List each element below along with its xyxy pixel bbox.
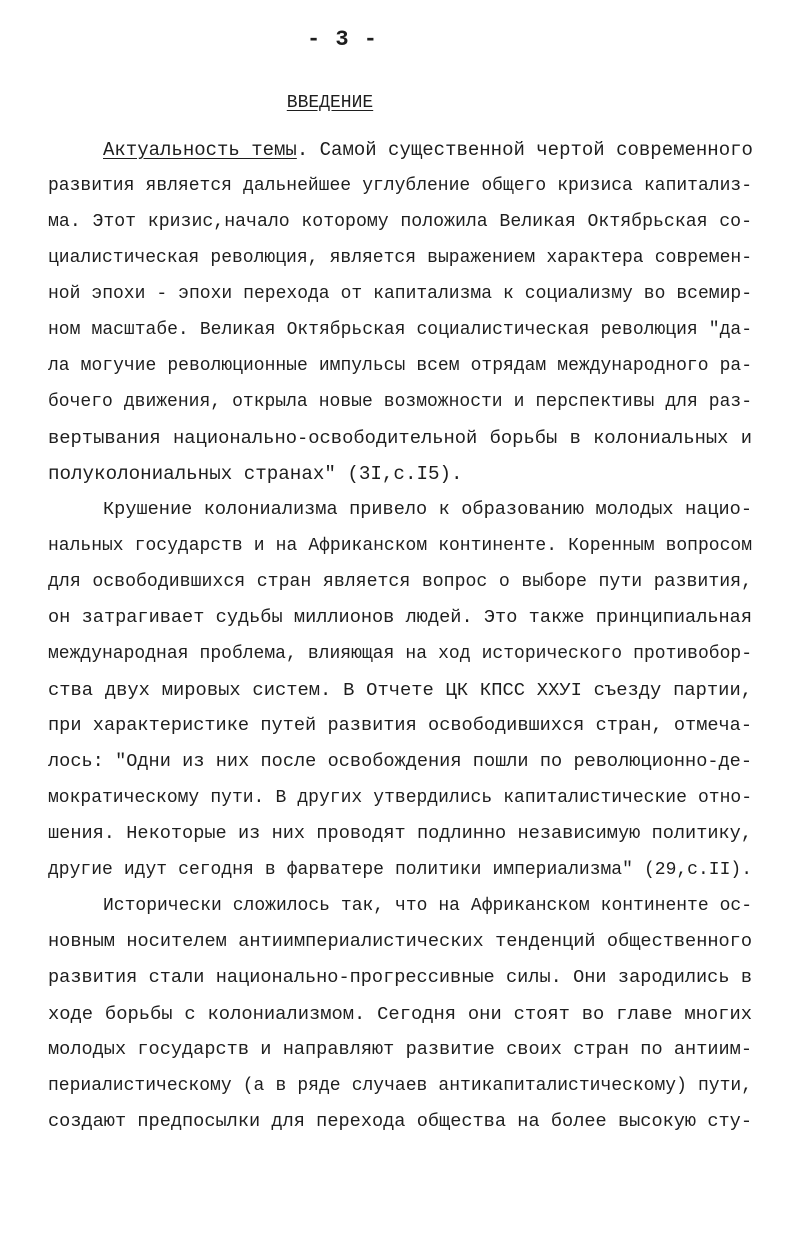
text-line: периалистическому (а в ряде случаев антикапиталистическому) пути, bbox=[48, 1076, 752, 1096]
text-line: Исторически сложилось так, что на Африканском континенте ос- bbox=[103, 896, 752, 916]
text-line: ла могучие революционные импульсы всем отрядам международного ра- bbox=[48, 356, 752, 376]
text-line: полуколониальных странах" (3I,с.I5). bbox=[48, 463, 463, 485]
text-line: ства двух мировых систем. В Отчете ЦК КПСС XXУI съезду партии, bbox=[48, 679, 752, 701]
text-line: вертывания национально-освободительной борьбы в колониальных и bbox=[48, 427, 752, 449]
text-line: шения. Некоторые из них проводят подлинно независимую политику, bbox=[48, 823, 752, 844]
text-line: мократическому пути. В других утвердились капиталистические отно- bbox=[48, 788, 752, 808]
text-line: новным носителем антиимпериалистических тенденций общественного bbox=[48, 931, 752, 952]
text-line: лось: "Одни из них после освобождения пошли по революционно-де- bbox=[48, 751, 752, 772]
text-line: циалистическая революция, является выражением характера современ- bbox=[48, 248, 752, 268]
text-line: создают предпосылки для перехода общества на более высокую сту- bbox=[48, 1111, 752, 1132]
text-line: другие идут сегодня в фарватере политики империализма" (29,с.II). bbox=[48, 860, 752, 880]
text-line: бочего движения, открыла новые возможности и перспективы для раз- bbox=[48, 392, 752, 412]
text-line: международная проблема, влияющая на ход исторического противобор- bbox=[48, 644, 752, 664]
text-line: ма. Этот кризис,начало которому положила Великая Октябрьская со- bbox=[48, 212, 752, 232]
text-line: развития стали национально-прогрессивные силы. Они зародились в bbox=[48, 967, 752, 988]
text-line: ходе борьбы с колониализмом. Сегодня они стоят во главе многих bbox=[48, 1003, 752, 1025]
text-line: он затрагивает судьбы миллионов людей. Это также принципиальная bbox=[48, 607, 752, 628]
text-line: ном масштабе. Великая Октябрьская социалистическая революция "да- bbox=[48, 320, 752, 340]
text-line: развития является дальнейшее углубление общего кризиса капитализ- bbox=[48, 176, 752, 196]
text-run: . Самой существенной чертой современного bbox=[296, 139, 753, 161]
text-line: Крушение колониализма привело к образованию молодых нацио- bbox=[103, 499, 752, 520]
text-line: нальных государств и на Африканском континенте. Коренным вопросом bbox=[48, 536, 752, 556]
topic-relevance-label: Актуальность темы bbox=[103, 139, 297, 161]
paragraph-1-line-1 bbox=[103, 132, 752, 168]
text-line: при характеристике путей развития освободившихся стран, отмеча- bbox=[48, 715, 752, 736]
text-line: для освободившихся стран является вопрос о выборе пути развития, bbox=[48, 572, 752, 592]
text-line: молодых государств и направляют развитие своих стран по антиим- bbox=[48, 1039, 752, 1060]
page-number: - 3 - bbox=[306, 27, 378, 52]
text-line: ной эпохи - эпохи перехода от капитализма к социализму во всемир- bbox=[48, 284, 752, 304]
section-heading: ВВЕДЕНИЕ bbox=[286, 93, 374, 113]
